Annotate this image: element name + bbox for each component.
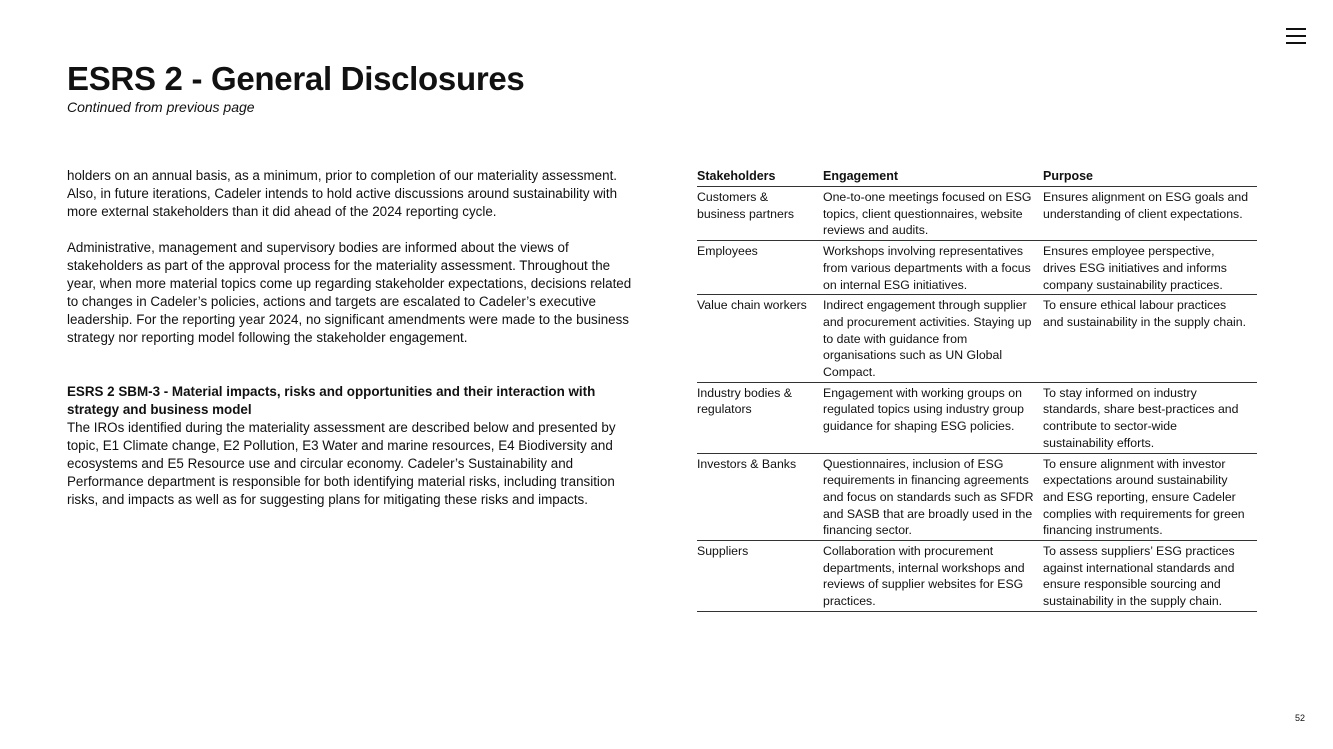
purpose-cell: Ensures alignment on ESG goals and understanding of client expectations. — [1043, 187, 1257, 241]
purpose-cell: To ensure ethical labour practices and sustainability in the supply chain. — [1043, 295, 1257, 383]
engagement-cell: Indirect engagement through supplier and procurement activities. Staying up to date with guidance from organisations such as UN Global Compact. — [823, 295, 1043, 383]
table-row — [697, 241, 1257, 295]
body-text-column — [67, 167, 635, 509]
purpose-cell: To stay informed on industry standards, share best-practices and contribute to sector-wide sustainability efforts. — [1043, 382, 1257, 453]
column-header-engagement: Engagement — [823, 168, 1043, 187]
stakeholder-cell: Employees — [697, 241, 823, 295]
table-row — [697, 541, 1257, 612]
body-paragraph: Administrative, management and supervisory bodies are informed about the views of stakeholders as part of the approval process for the materiality assessment. Throughout the year, when more material topics come up regarding stakeholder expectations, decisions related to changes in Cadeler’s policies, actions and targets are escalated to Cadeler’s executive leadership. For the reporting year 2024, no significant amendments were made to the business strategy nor reporting model following the stakeholder engagement. — [67, 240, 632, 345]
hamburger-menu-icon-bar — [1286, 35, 1306, 37]
table-row — [697, 382, 1257, 453]
table-row — [697, 295, 1257, 383]
body-paragraph: The IROs identified during the materiality assessment are described below and presented by topic, E1 Climate change, E2 Pollution, E3 Water and marine resources, E4 Biodiversity and ecosystems and E5 Resource use and circular economy. Cadeler’s Sustainability and Performance department is responsible for both identifying material risks, including transition risks, and impacts as well as for suggesting plans for mitigating these risks and impacts. — [67, 420, 616, 507]
purpose-cell: To assess suppliers’ ESG practices against international standards and ensure responsible sourcing and sustainability in the supply chain. — [1043, 541, 1257, 612]
stakeholder-cell: Investors & Banks — [697, 453, 823, 541]
stakeholder-engagement-table — [697, 168, 1257, 612]
stakeholder-cell: Industry bodies & regulators — [697, 382, 823, 453]
engagement-cell: Questionnaires, inclusion of ESG requirements in financing agreements and focus on standards such as SFDR and SASB that are broadly used in the financing sector. — [823, 453, 1043, 541]
table-header-row — [697, 168, 1257, 187]
table-row — [697, 187, 1257, 241]
engagement-cell: Engagement with working groups on regulated topics using industry group guidance for shaping ESG policies. — [823, 382, 1043, 453]
page-subtitle: Continued from previous page — [67, 99, 255, 115]
stakeholder-cell: Value chain workers — [697, 295, 823, 383]
page-title: ESRS 2 - General Disclosures — [67, 60, 525, 97]
column-header-stakeholders: Stakeholders — [697, 168, 823, 187]
table-row — [697, 453, 1257, 541]
column-header-purpose: Purpose — [1043, 168, 1257, 187]
page-number: 52 — [1295, 713, 1306, 723]
body-paragraph: holders on an annual basis, as a minimum, prior to completion of our materiality assessment. Also, in future iterations, Cadeler intends to hold active discussions around sustainability with more external stakeholders than it did ahead of the 2024 reporting cycle. — [67, 168, 618, 219]
purpose-cell: To ensure alignment with investor expectations around sustainability and ESG reporting, ensure Cadeler complies with requirements for green financing instruments. — [1043, 453, 1257, 541]
hamburger-menu-icon — [1286, 28, 1306, 30]
stakeholder-cell: Customers & business partners — [697, 187, 823, 241]
engagement-cell: Collaboration with procurement departments, internal workshops and reviews of supplier websites for ESG practices. — [823, 541, 1043, 612]
menu-button[interactable] — [1286, 27, 1306, 45]
hamburger-menu-icon-bar — [1286, 42, 1306, 44]
purpose-cell: Ensures employee perspective, drives ESG initiatives and informs company sustainability practices. — [1043, 241, 1257, 295]
section-heading: ESRS 2 SBM-3 - Material impacts, risks and opportunities and their interaction with strategy and business model — [67, 384, 596, 417]
stakeholder-cell: Suppliers — [697, 541, 823, 612]
engagement-cell: Workshops involving representatives from various departments with a focus on internal ESG initiatives. — [823, 241, 1043, 295]
engagement-cell: One-to-one meetings focused on ESG topics, client questionnaires, website reviews and audits. — [823, 187, 1043, 241]
